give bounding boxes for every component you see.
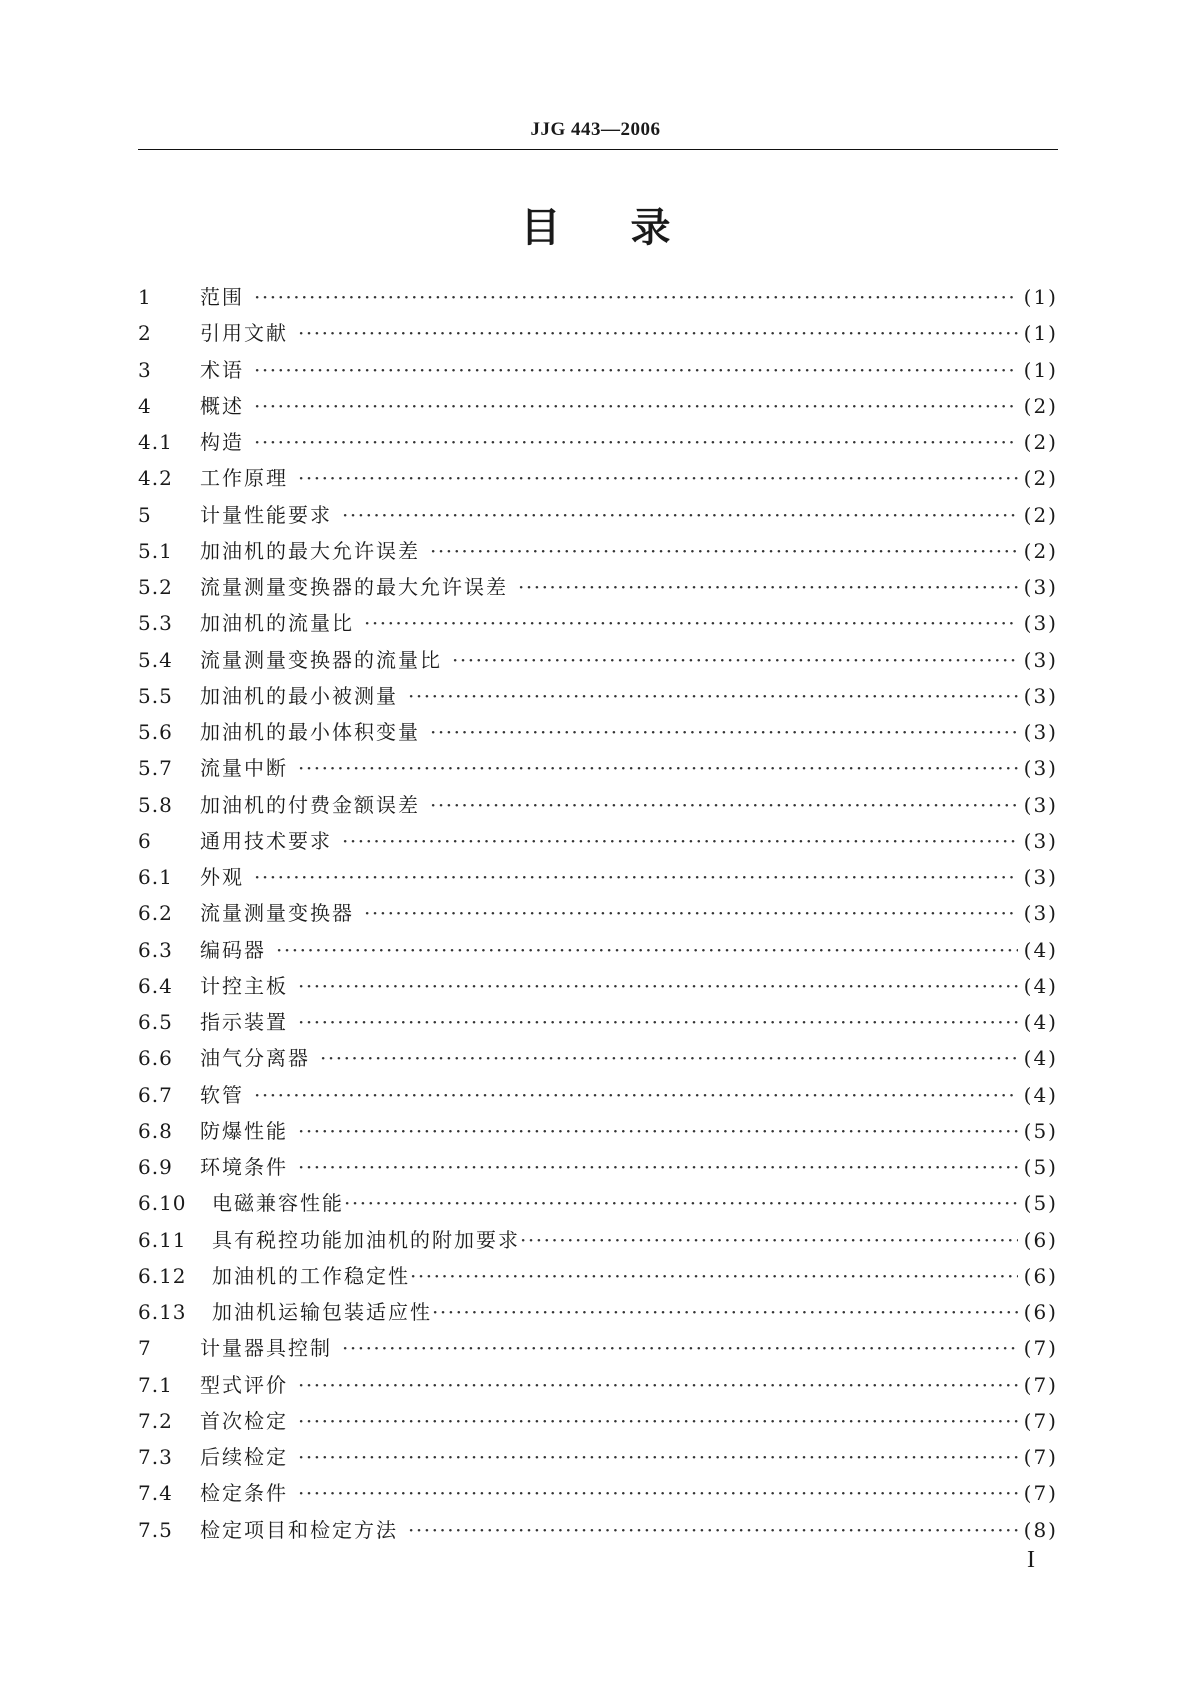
toc-entry-leader-dots [298, 1475, 1018, 1511]
toc-entry-page: (1) [1023, 321, 1058, 346]
toc-entry-leader-dots [432, 1294, 1018, 1330]
toc-entry-leader-dots [320, 1040, 1018, 1076]
toc-entry-leader-dots [430, 714, 1018, 750]
toc-entry-title: 术语 [200, 357, 244, 382]
toc-heading-char-1: 目 [520, 205, 561, 251]
toc-entry-page: (7) [1023, 1372, 1058, 1397]
toc-entry-number: 5.7 [138, 756, 173, 781]
toc-entry-number: 7.3 [138, 1445, 173, 1469]
toc-entry-leader-dots [298, 750, 1018, 786]
toc-entry-page: (6) [1023, 1227, 1058, 1252]
toc-entry-title: 加油机的最小被测量 [200, 683, 398, 708]
toc-entry[interactable] [138, 315, 1058, 351]
toc-entry-number: 7.4 [138, 1481, 173, 1506]
toc-entry[interactable] [138, 1330, 1058, 1366]
toc-entry-leader-dots [364, 605, 1018, 641]
toc-entry[interactable] [138, 605, 1058, 641]
toc-entry-leader-dots [254, 352, 1018, 388]
page-number: I [1027, 1547, 1035, 1573]
toc-entry-number: 5 [138, 502, 152, 527]
toc-heading-char-2: 录 [630, 205, 671, 251]
toc-entry-number: 6.3 [138, 937, 173, 962]
toc-entry-title: 计量器具控制 [200, 1336, 332, 1361]
toc-entry-page: (3) [1023, 828, 1058, 853]
toc-entry-title: 编码器 [200, 937, 266, 962]
toc-entry-leader-dots [342, 497, 1018, 533]
toc-entry-leader-dots [298, 1149, 1018, 1185]
toc-entry-number: 6.5 [138, 1010, 173, 1034]
toc-entry-page: (3) [1023, 720, 1058, 744]
toc-entry[interactable] [138, 1258, 1058, 1294]
toc-entry-leader-dots [254, 388, 1018, 424]
toc-entry-leader-dots [430, 787, 1018, 823]
toc-entry-number: 7.1 [138, 1372, 173, 1397]
toc-entry-page: (2) [1023, 393, 1058, 418]
toc-entry-page: (4) [1023, 937, 1058, 962]
toc-entry-page: (4) [1023, 1046, 1058, 1071]
toc-entry-number: 6.8 [138, 1118, 173, 1143]
toc-entry-title: 加油机的最大允许误差 [200, 538, 420, 563]
toc-entry[interactable] [138, 1294, 1058, 1330]
toc-entry-page: (1) [1023, 357, 1058, 382]
toc-entry-number: 5.3 [138, 611, 173, 636]
toc-entry-page: (3) [1023, 865, 1058, 889]
toc-entry[interactable] [138, 823, 1058, 859]
toc-entry-leader-dots [276, 932, 1018, 968]
toc-entry[interactable] [138, 388, 1058, 424]
toc-entry-leader-dots [254, 1077, 1018, 1113]
toc-entry[interactable] [138, 968, 1058, 1004]
header-divider [138, 149, 1058, 150]
toc-entry[interactable] [138, 569, 1058, 605]
toc-entry-number: 4 [138, 393, 152, 418]
toc-entry[interactable] [138, 497, 1058, 533]
toc-entry[interactable] [138, 352, 1058, 388]
toc-entry[interactable] [138, 932, 1058, 968]
toc-entry[interactable] [138, 1475, 1058, 1511]
toc-entry-title: 防爆性能 [200, 1118, 288, 1143]
toc-entry[interactable] [138, 1367, 1058, 1403]
toc-entry-leader-dots [430, 533, 1018, 569]
toc-entry-number: 6.2 [138, 901, 173, 926]
toc-entry-title: 检定条件 [200, 1481, 288, 1506]
toc-entry-page: (2) [1023, 430, 1058, 454]
toc-entry-page: (7) [1023, 1336, 1058, 1361]
toc-entry-leader-dots [344, 1185, 1018, 1221]
toc-entry[interactable] [138, 460, 1058, 496]
toc-entry[interactable] [138, 1113, 1058, 1149]
toc-entry-number: 3 [138, 357, 152, 382]
toc-entry-page: (7) [1023, 1481, 1058, 1506]
toc-entry-number: 6 [138, 828, 152, 853]
toc-entry-number: 6.4 [138, 973, 173, 998]
toc-entry[interactable] [138, 1512, 1058, 1548]
toc-entry[interactable] [138, 1077, 1058, 1113]
toc-entry-page: (4) [1023, 1082, 1058, 1107]
toc-entry-page: (5) [1023, 1155, 1058, 1179]
toc-entry-leader-dots [298, 460, 1018, 496]
toc-entry-page: (3) [1023, 647, 1058, 672]
toc-entry-number: 2 [138, 321, 152, 346]
toc-entry[interactable] [138, 279, 1058, 315]
toc-entry-number: 6.6 [138, 1046, 173, 1071]
toc-entry-title: 工作原理 [200, 466, 288, 491]
toc-entry[interactable] [138, 1185, 1058, 1221]
toc-entry-title: 油气分离器 [200, 1046, 310, 1071]
toc-entry-number: 6.11 [138, 1227, 187, 1252]
toc-entry-number: 7.2 [138, 1408, 173, 1433]
toc-entry[interactable] [138, 1004, 1058, 1040]
toc-entry-number: 5.4 [138, 647, 173, 672]
toc-entry-title: 概述 [200, 393, 244, 418]
toc-entry-title: 加油机的付费金额误差 [200, 792, 420, 817]
toc-entry-title: 型式评价 [200, 1372, 288, 1397]
toc-entry[interactable] [138, 714, 1058, 750]
toc-entry-page: (1) [1023, 285, 1058, 309]
toc-entry-leader-dots [520, 1222, 1018, 1258]
toc-entry[interactable] [138, 533, 1058, 569]
toc-entry-title: 加油机的流量比 [200, 611, 354, 636]
toc-entry-title: 具有税控功能加油机的附加要求 [212, 1227, 520, 1252]
toc-entry-number: 6.1 [138, 865, 173, 889]
toc-entry-number: 6.13 [138, 1300, 187, 1324]
toc-entry-number: 7.5 [138, 1517, 173, 1542]
toc-entry-page: (2) [1023, 466, 1058, 491]
table-of-contents [138, 279, 1058, 1548]
toc-entry-leader-dots [254, 279, 1018, 315]
toc-entry-title: 范围 [200, 285, 244, 309]
toc-entry-page: (3) [1023, 901, 1058, 926]
toc-entry-page: (5) [1023, 1118, 1058, 1143]
toc-entry-number: 1 [138, 285, 152, 309]
toc-entry-title: 外观 [200, 865, 244, 889]
toc-entry-leader-dots [518, 569, 1018, 605]
toc-entry-title: 加油机的工作稳定性 [212, 1263, 410, 1288]
toc-entry-title: 软管 [200, 1082, 244, 1107]
toc-entry-leader-dots [298, 1367, 1018, 1403]
toc-entry-leader-dots [254, 424, 1018, 460]
toc-entry-leader-dots [364, 895, 1018, 931]
toc-entry-page: (2) [1023, 502, 1058, 527]
toc-entry-title: 指示装置 [200, 1010, 288, 1034]
toc-entry-title: 加油机运输包装适应性 [212, 1300, 432, 1324]
toc-entry-number: 5.5 [138, 683, 173, 708]
toc-entry-number: 4.1 [138, 430, 173, 454]
toc-entry-page: (3) [1023, 611, 1058, 636]
toc-entry-number: 6.12 [138, 1263, 187, 1288]
toc-entry-title: 环境条件 [200, 1155, 288, 1179]
toc-entry[interactable] [138, 678, 1058, 714]
toc-entry[interactable] [138, 859, 1058, 895]
toc-entry-title: 流量测量变换器 [200, 901, 354, 926]
toc-entry-leader-dots [452, 642, 1018, 678]
toc-entry-leader-dots [298, 968, 1018, 1004]
toc-entry-page: (3) [1023, 683, 1058, 708]
toc-entry-number: 7 [138, 1336, 152, 1361]
toc-entry-leader-dots [298, 1439, 1018, 1475]
toc-entry-page: (4) [1023, 1010, 1058, 1034]
toc-entry-title: 流量测量变换器的最大允许误差 [200, 575, 508, 599]
toc-heading [0, 196, 1191, 253]
toc-entry[interactable] [138, 1403, 1058, 1439]
toc-entry-title: 加油机的最小体积变量 [200, 720, 420, 744]
toc-entry[interactable] [138, 895, 1058, 931]
toc-entry-page: (6) [1023, 1300, 1058, 1324]
toc-entry-page: (7) [1023, 1445, 1058, 1469]
toc-entry[interactable] [138, 642, 1058, 678]
toc-entry-leader-dots [298, 1004, 1018, 1040]
toc-entry-leader-dots [342, 823, 1018, 859]
toc-entry-title: 电磁兼容性能 [212, 1191, 344, 1216]
toc-entry-number: 6.9 [138, 1155, 173, 1179]
toc-entry-page: (7) [1023, 1408, 1058, 1433]
toc-entry-leader-dots [298, 1113, 1018, 1149]
toc-entry[interactable] [138, 424, 1058, 460]
toc-entry-number: 6.10 [138, 1191, 187, 1216]
toc-entry-title: 引用文献 [200, 321, 288, 346]
toc-entry-leader-dots [298, 315, 1018, 351]
toc-entry-title: 流量中断 [200, 756, 288, 781]
document-code-header: JJG 443—2006 [530, 119, 661, 140]
toc-entry[interactable] [138, 750, 1058, 786]
toc-entry-leader-dots [342, 1330, 1018, 1366]
toc-entry-number: 5.1 [138, 538, 173, 563]
toc-entry-page: (3) [1023, 756, 1058, 781]
toc-entry-page: (6) [1023, 1263, 1058, 1288]
toc-entry-title: 检定项目和检定方法 [200, 1517, 398, 1542]
toc-entry-page: (4) [1023, 973, 1058, 998]
toc-entry[interactable] [138, 1439, 1058, 1475]
toc-entry-number: 5.2 [138, 575, 173, 599]
toc-entry-leader-dots [408, 678, 1018, 714]
toc-entry-page: (3) [1023, 792, 1058, 817]
toc-entry-title: 流量测量变换器的流量比 [200, 647, 442, 672]
toc-entry-title: 构造 [200, 430, 244, 454]
toc-entry-number: 5.8 [138, 792, 173, 817]
toc-entry-number: 5.6 [138, 720, 173, 744]
toc-entry-leader-dots [408, 1512, 1018, 1548]
toc-entry-page: (8) [1023, 1517, 1058, 1542]
toc-entry-leader-dots [410, 1258, 1018, 1294]
toc-entry-number: 4.2 [138, 466, 173, 491]
toc-entry-title: 后续检定 [200, 1445, 288, 1469]
toc-entry[interactable] [138, 1040, 1058, 1076]
toc-entry-title: 通用技术要求 [200, 828, 332, 853]
toc-entry-page: (5) [1023, 1191, 1058, 1216]
toc-entry-leader-dots [298, 1403, 1018, 1439]
toc-entry-page: (3) [1023, 575, 1058, 599]
toc-entry-page: (2) [1023, 538, 1058, 563]
toc-entry-title: 首次检定 [200, 1408, 288, 1433]
toc-entry[interactable] [138, 1149, 1058, 1185]
toc-entry[interactable] [138, 1222, 1058, 1258]
toc-entry-title: 计控主板 [200, 973, 288, 998]
toc-entry-number: 6.7 [138, 1082, 173, 1107]
toc-entry[interactable] [138, 787, 1058, 823]
toc-entry-leader-dots [254, 859, 1018, 895]
toc-entry-title: 计量性能要求 [200, 502, 332, 527]
